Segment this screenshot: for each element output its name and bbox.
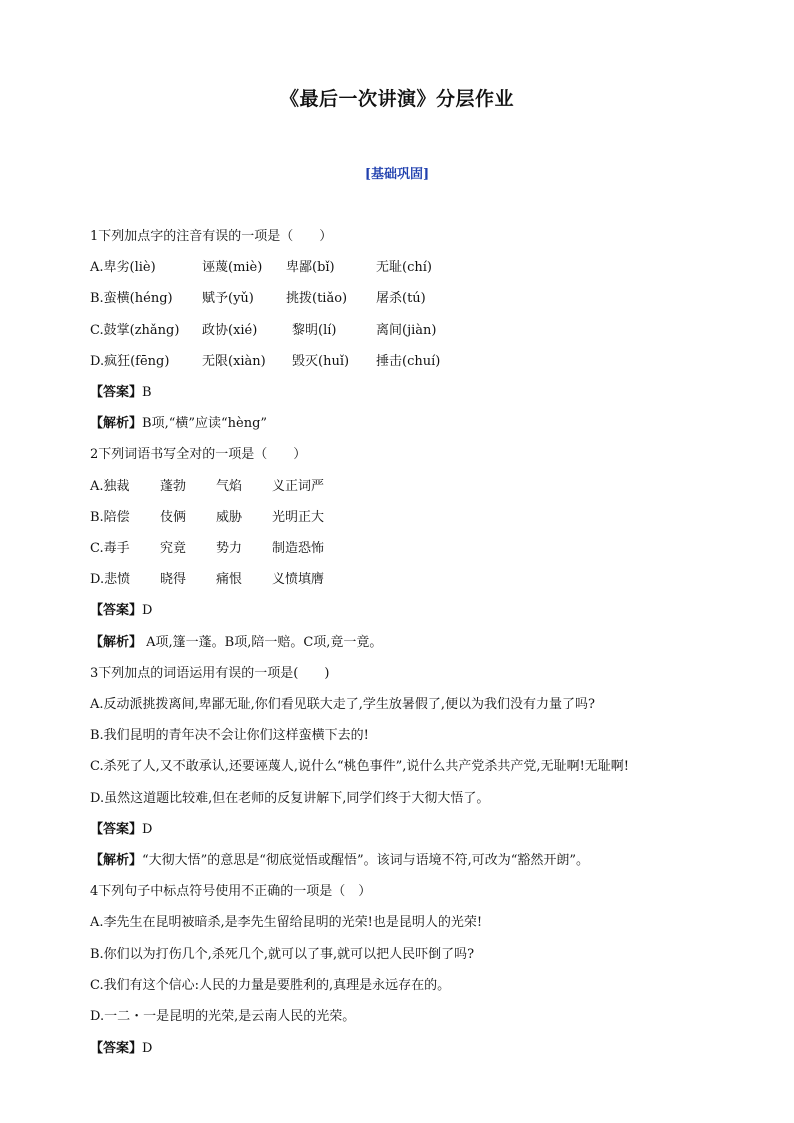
q4-option-c: C.我们有这个信心:人民的力量是要胜利的,真理是永远存在的。 bbox=[90, 978, 451, 993]
q1-b-4: 屠杀(tú) bbox=[376, 291, 426, 306]
q1-c-4: 离间(jiàn) bbox=[376, 323, 437, 338]
q1-b-2: 赋予(yǔ) bbox=[202, 291, 254, 306]
q3-analysis-text: “大彻大悟”的意思是“彻底觉悟或醒悟”。该词与语境不符,可改为“豁然开朗”。 bbox=[142, 853, 590, 868]
q2-c-3: 势力 bbox=[216, 541, 243, 556]
q2-b-1: B.陪偿 bbox=[90, 510, 130, 525]
q1-a-2: 诬蔑(miè) bbox=[202, 260, 263, 275]
q2-answer-label: 【答案】 bbox=[90, 603, 143, 618]
q2-b-4: 光明正大 bbox=[272, 510, 325, 525]
q2-analysis-label: 【解析】 bbox=[90, 635, 143, 650]
q2-c-1: C.毒手 bbox=[90, 541, 130, 556]
q3-analysis-label: 【解析】 bbox=[90, 853, 143, 868]
q1-d-2: 无限(xiàn) bbox=[202, 354, 266, 369]
q4-answer bbox=[90, 1040, 152, 1058]
q2-option-c bbox=[90, 540, 324, 558]
q2-c-4: 制造恐怖 bbox=[272, 541, 325, 556]
q2-answer-value: D bbox=[142, 603, 153, 618]
q1-option-a bbox=[90, 259, 432, 277]
q2-c-2: 究竟 bbox=[160, 541, 187, 556]
q1-option-c bbox=[90, 322, 436, 340]
q1-answer-value: B bbox=[142, 385, 152, 400]
q2-a-2: 蓬勃 bbox=[160, 479, 187, 494]
document-title: 《最后一次讲演》分层作业 bbox=[279, 88, 514, 110]
q1-b-3: 挑拨(tiǎo) bbox=[286, 291, 348, 306]
q3-answer-value: D bbox=[142, 822, 153, 837]
section-heading: [基础巩固] bbox=[364, 167, 430, 182]
q2-d-2: 晓得 bbox=[160, 572, 187, 587]
q2-analysis-text: A项,篷一蓬。B项,陪一赔。C项,竟一竟。 bbox=[142, 635, 383, 650]
q1-a-3: 卑鄙(bǐ) bbox=[286, 260, 335, 275]
q1-a-1: A.卑劣(liè) bbox=[90, 260, 156, 275]
q2-a-4: 义正词严 bbox=[272, 479, 325, 494]
q2-b-3: 威胁 bbox=[216, 510, 243, 525]
q1-b-1: B.蛮横(héng) bbox=[90, 291, 173, 306]
q4-option-b: B.你们以为打伤几个,杀死几个,就可以了事,就可以把人民吓倒了吗? bbox=[90, 947, 475, 962]
q2-analysis bbox=[90, 634, 382, 652]
q3-option-c: C.杀死了人,又不敢承认,还要诬蔑人,说什么“桃色事件”,说什么共产党杀共产党,无耻啊!无耻啊! bbox=[90, 759, 630, 774]
q4-answer-label: 【答案】 bbox=[90, 1041, 143, 1056]
q1-d-4: 捶击(chuí) bbox=[376, 354, 441, 369]
q1-c-3: 黎明(lí) bbox=[292, 323, 337, 338]
q2-answer bbox=[90, 602, 152, 620]
q3-option-a: A.反动派挑拨离间,卑鄙无耻,你们看见联大走了,学生放暑假了,便以为我们没有力量了吗? bbox=[90, 697, 596, 712]
q4-answer-value: D bbox=[142, 1041, 153, 1056]
q2-d-4: 义愤填膺 bbox=[272, 572, 325, 587]
q2-a-1: A.独裁 bbox=[90, 479, 130, 494]
q4-option-d: D.一二・一是昆明的光荣,是云南人民的光荣。 bbox=[90, 1009, 356, 1024]
q1-analysis-text: B项,“横”应读“hèng” bbox=[142, 416, 268, 431]
q3-stem: 3下列加点的词语运用有误的一项是( ) bbox=[90, 666, 330, 681]
q2-option-d bbox=[90, 571, 324, 589]
q2-d-3: 痛恨 bbox=[216, 572, 243, 587]
q1-answer-label: 【答案】 bbox=[90, 385, 143, 400]
q3-answer bbox=[90, 821, 152, 839]
q3-option-d: D.虽然这道题比较难,但在老师的反复讲解下,同学们终于大彻大悟了。 bbox=[90, 791, 490, 806]
q1-a-4: 无耻(chí) bbox=[376, 260, 432, 275]
q1-answer bbox=[90, 384, 152, 402]
q2-option-b bbox=[90, 509, 324, 527]
q1-c-1: C.鼓掌(zhǎng) bbox=[90, 323, 180, 338]
q1-d-1: D.疯狂(fēng) bbox=[90, 354, 170, 369]
q2-d-1: D.悲愤 bbox=[90, 572, 131, 587]
q3-analysis bbox=[90, 852, 589, 870]
q2-a-3: 气焰 bbox=[216, 479, 243, 494]
q4-option-a: A.李先生在昆明被暗杀,是李先生留给昆明的光荣!也是昆明人的光荣! bbox=[90, 915, 483, 930]
q1-option-d bbox=[90, 353, 440, 371]
q1-analysis-label: 【解析】 bbox=[90, 416, 143, 431]
q4-stem: 4下列句子中标点符号使用不正确的一项是（ ） bbox=[90, 884, 372, 899]
q1-d-3: 毁灭(huǐ) bbox=[292, 354, 350, 369]
q1-option-b bbox=[90, 290, 426, 308]
q3-option-b: B.我们昆明的青年决不会让你们这样蛮横下去的! bbox=[90, 728, 369, 743]
q1-analysis bbox=[90, 415, 267, 433]
q2-option-a bbox=[90, 478, 324, 496]
q1-stem: 1下列加点字的注音有误的一项是（ ） bbox=[90, 229, 333, 244]
q2-stem: 2下列词语书写全对的一项是（ ） bbox=[90, 447, 307, 462]
q3-answer-label: 【答案】 bbox=[90, 822, 143, 837]
q2-b-2: 伎俩 bbox=[160, 510, 187, 525]
q1-c-2: 政协(xié) bbox=[202, 323, 258, 338]
